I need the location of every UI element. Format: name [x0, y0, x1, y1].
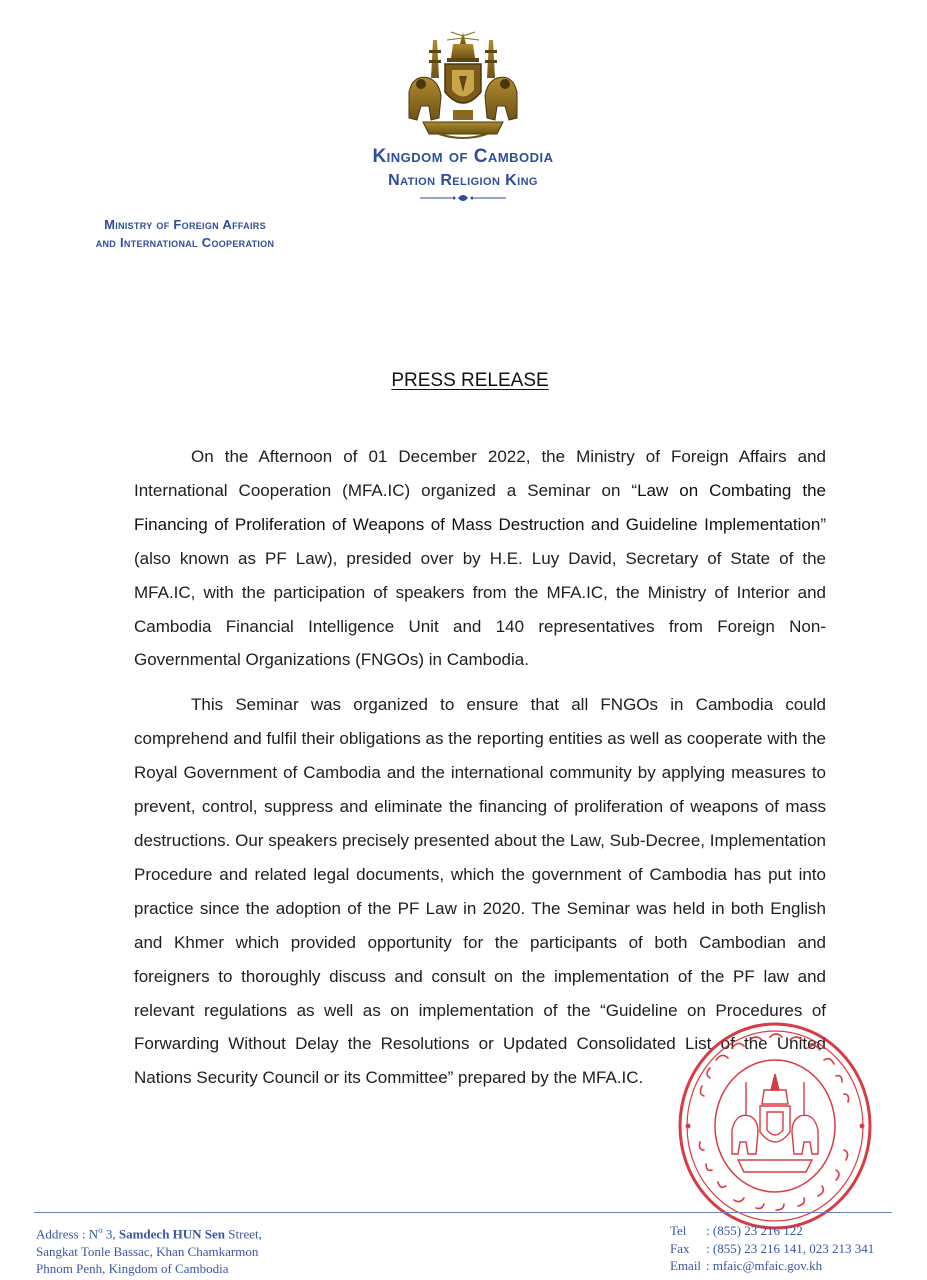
address-line-2: Sangkat Tonle Bassac, Khan Chamkarmon: [36, 1243, 259, 1259]
ministry-line-1: Ministry of Foreign Affairs: [104, 217, 266, 232]
paragraph-1: [134, 440, 826, 677]
address-street-suffix: Street,: [225, 1226, 262, 1242]
address-label: Address : N: [36, 1226, 99, 1242]
footer-address: [36, 1222, 366, 1278]
fax-label: Fax: [670, 1240, 690, 1256]
ministry-line-2: and International Cooperation: [95, 235, 275, 250]
official-seal-icon: [676, 1020, 874, 1232]
ministry-name: [40, 216, 330, 252]
press-release-body: [134, 440, 826, 1095]
fax-row: [670, 1240, 910, 1258]
motto-heading: Nation Religion King: [388, 172, 538, 189]
address-street-name: Samdech HUN Sen: [118, 1226, 226, 1242]
paragraph-2: This Seminar was organized to ensure that all FNGOs in Cambodia could comprehend and fulfil their obligations as the reporting entities as well as cooperate with the Royal Government of Cambodia and the international community by applying measures to prevent, control, suppress and eliminate the financing of proliferation of weapons of mass destructions. Our speakers precisely presented about the Law, Sub-Decree, Implementation Procedure and related legal documents, which the government of Cambodia has put into practice since the adoption of the PF Law in 2020. The Seminar was held in both English and Khmer which provided opportunity for the participants of both Cambodian and foreigners to thoroughly discuss and consult on the implementation of the PF law and relevant regulations as well as on implementation of the “Guideline on Procedures of Forwarding Without Delay the Resolutions or Updated Consolidated List of the United Nations Security Council or its Committee” prepared by the MFA.IC.: [134, 695, 826, 1088]
tel-value: : (855) 23 216 122: [706, 1223, 803, 1238]
fax-value: : (855) 23 216 141, 023 213 341: [706, 1240, 875, 1256]
footer-divider: [34, 1212, 892, 1213]
seminar-title: Law on Combating the Financing of Proliferation of Weapons of Mass Destruction and Guideline Implementation: [134, 480, 826, 534]
email-row: [670, 1257, 910, 1275]
document-title: PRESS RELEASE: [391, 370, 549, 391]
paragraph-1-text-a: On the Afternoon of 01 December 2022, the Ministry of Foreign Affairs and International Cooperation (MFA.IC) organized a Seminar on “: [134, 447, 826, 500]
royal-crest-icon: [403, 30, 523, 142]
email-value: : mfaic@mfaic.gov.kh: [706, 1258, 823, 1273]
kingdom-heading: Kingdom of Cambodia: [372, 146, 554, 167]
email-label: Email: [670, 1258, 702, 1273]
footer-contact: [670, 1222, 910, 1275]
address-line-3: Phnom Penh, Kingdom of Cambodia: [36, 1261, 229, 1277]
tel-row: [670, 1222, 910, 1240]
address-number-sign: o: [98, 1225, 103, 1235]
ornament-divider-icon: [418, 192, 508, 204]
paragraph-1-text-b: ” (also known as PF Law), presided over by H.E. Luy David, Secretary of State of the MFA.IC, with the participation of speakers from the MFA.IC, the Ministry of Interior and Cambodia Financial Intelligence Unit and 140 representatives from Foreign Non-Governmental Organizations (FNGOs) in Cambodia.: [134, 514, 826, 670]
address-number: 3,: [102, 1226, 119, 1242]
address-line-1: [36, 1222, 366, 1243]
tel-label: Tel: [670, 1223, 687, 1238]
